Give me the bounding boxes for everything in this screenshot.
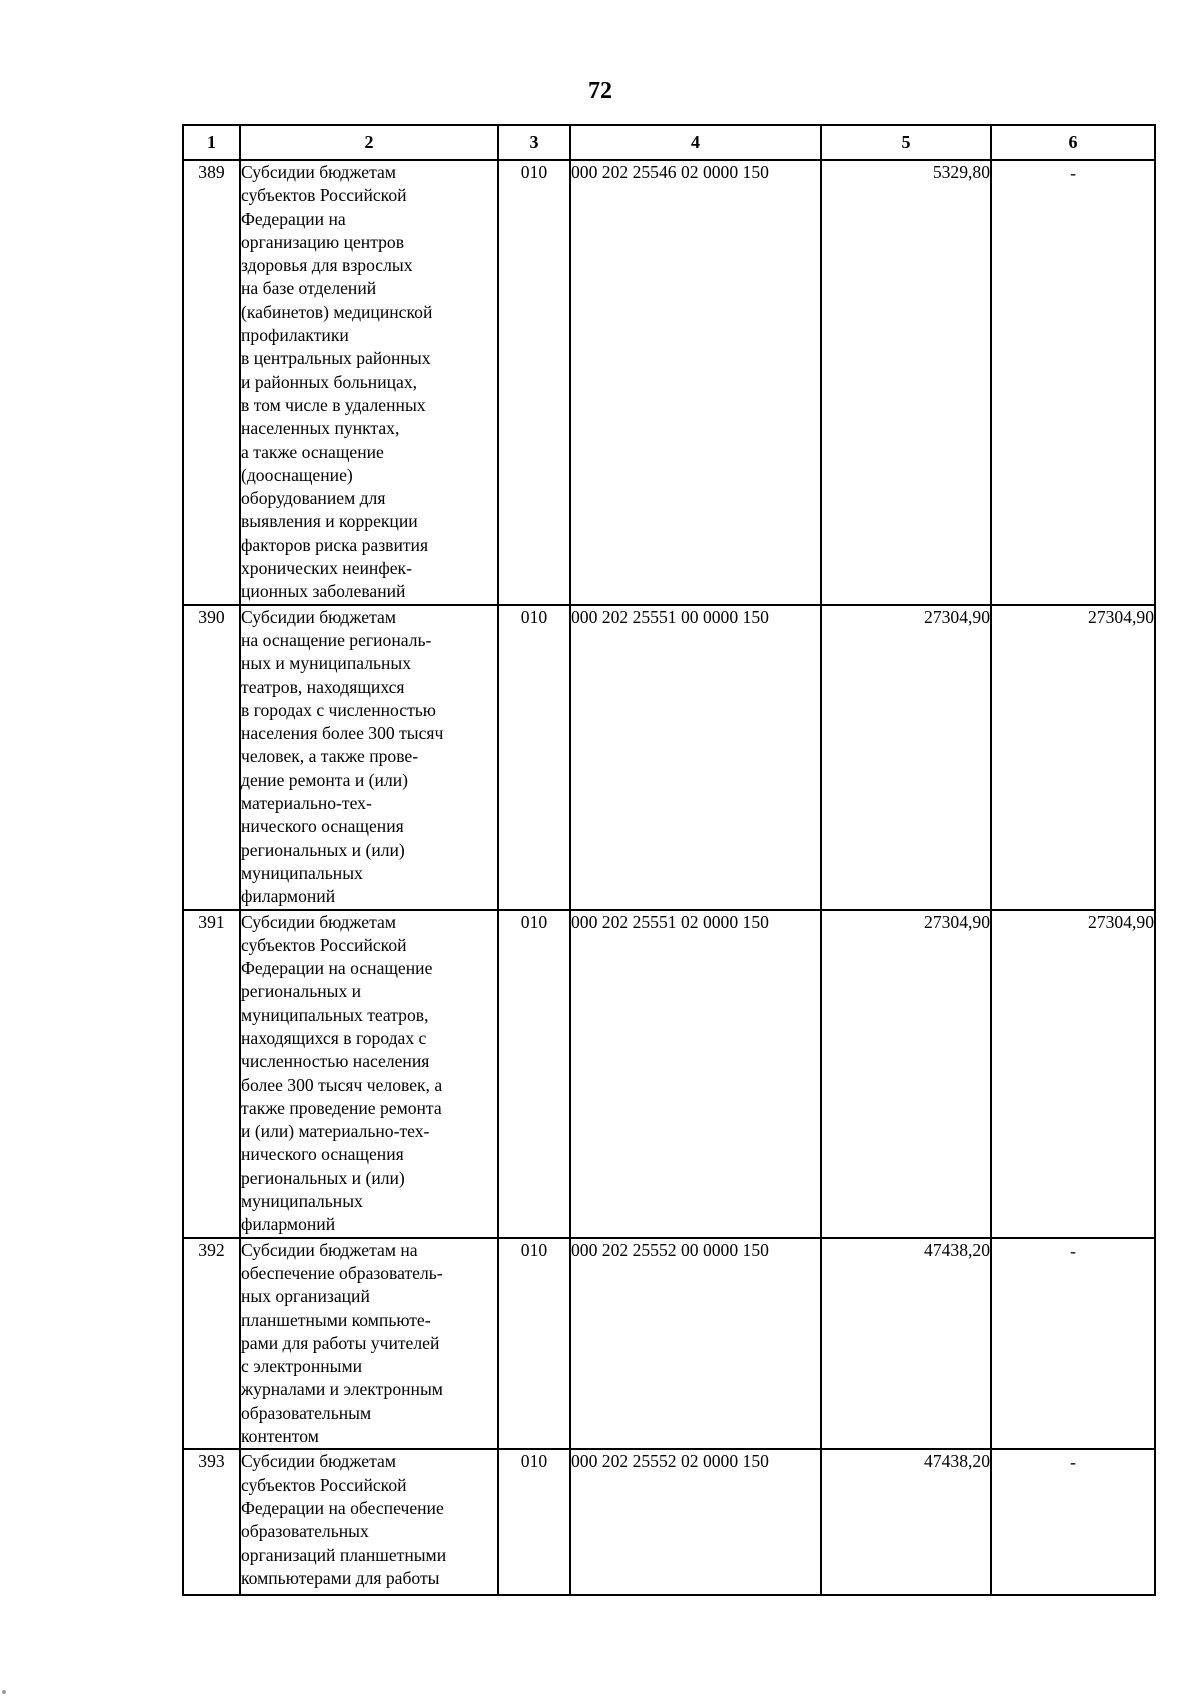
row-number: 391	[183, 910, 240, 1238]
row-name-line: в том числе в удаленных	[241, 394, 426, 415]
row-name-line: (дооснащение)	[241, 464, 353, 485]
row-budget-code: 000 202 25546 02 0000 150	[570, 160, 821, 605]
table-row	[183, 910, 1155, 1238]
row-name-line: ных и муниципальных	[241, 653, 412, 674]
row-name-line: численностью населения	[241, 1051, 430, 1072]
row-name-line: Субсидии бюджетам	[241, 606, 396, 627]
row-name-line: организацию центров	[241, 231, 405, 252]
header-col-6: 6	[991, 125, 1155, 160]
row-name-line: с электронными	[241, 1356, 363, 1377]
table-row	[183, 605, 1155, 910]
row-name-line: планшетными компьюте-	[241, 1309, 431, 1330]
row-amount-col5: 47438,20	[821, 1238, 991, 1450]
row-amount-col5: 5329,80	[821, 160, 991, 605]
row-name-line: (кабинетов) медицинской	[241, 301, 433, 322]
row-name-line: хронических неинфек-	[241, 558, 412, 579]
row-name-line: субъектов Российской	[241, 185, 407, 206]
row-name-line: и (или) материально-тех-	[241, 1121, 430, 1142]
row-name-line: дение ремонта и (или)	[241, 769, 409, 790]
row-admin-code: 010	[498, 160, 570, 605]
row-name	[240, 605, 498, 910]
table-row	[183, 1238, 1155, 1450]
row-name	[240, 160, 498, 605]
row-name-line: выявления и коррекции	[241, 511, 418, 532]
header-col-1: 1	[183, 125, 240, 160]
row-name-line: театров, находящихся	[241, 676, 405, 697]
row-name-line: Субсидии бюджетам	[241, 162, 396, 182]
row-number: 393	[183, 1449, 240, 1595]
row-number: 389	[183, 160, 240, 605]
page-number: 72	[588, 78, 612, 104]
budget-table	[182, 124, 1156, 1596]
row-name-line: Субсидии бюджетам	[241, 911, 396, 932]
row-number: 390	[183, 605, 240, 910]
row-amount-col6: -	[991, 1238, 1155, 1450]
row-name	[240, 1449, 498, 1595]
row-budget-code: 000 202 25552 00 0000 150	[570, 1238, 821, 1450]
row-name-line: региональных и (или)	[241, 1167, 405, 1188]
table-row	[183, 160, 1155, 605]
row-name-line: здоровья для взрослых	[241, 255, 413, 276]
row-name-line: ных организаций	[241, 1286, 370, 1307]
row-name-line: населения более 300 тысяч	[241, 723, 444, 744]
row-amount-col6: 27304,90	[991, 910, 1155, 1238]
row-name-line: региональных и (или)	[241, 839, 405, 860]
row-name-line: населенных пунктах,	[241, 418, 400, 439]
row-name-line: а также оснащение	[241, 441, 384, 462]
row-name-line: Федерации на	[241, 208, 346, 229]
header-col-5: 5	[821, 125, 991, 160]
row-name-line: и районных больницах,	[241, 371, 418, 392]
header-col-3: 3	[498, 125, 570, 160]
row-name-line: нического оснащения	[241, 1144, 404, 1165]
row-name-line: также проведение ремонта	[241, 1097, 442, 1118]
row-name	[240, 1238, 498, 1450]
row-name	[240, 910, 498, 1238]
row-name-line: ционных заболеваний	[241, 581, 406, 602]
scan-speck	[2, 1690, 6, 1694]
row-name-line: обеспечение образователь-	[241, 1262, 443, 1283]
row-admin-code: 010	[498, 605, 570, 910]
table-row	[183, 1449, 1155, 1595]
row-name-line: материально-тех-	[241, 793, 372, 814]
row-name-line: профилактики	[241, 325, 349, 346]
row-number: 392	[183, 1238, 240, 1450]
row-name-line: Субсидии бюджетам	[241, 1451, 396, 1472]
row-amount-col5: 47438,20	[821, 1449, 991, 1595]
row-name-line: человек, а также прове-	[241, 746, 419, 767]
row-amount-col5: 27304,90	[821, 605, 991, 910]
row-name-line: субъектов Российской	[241, 1474, 407, 1495]
row-name-line: филармоний	[241, 886, 336, 907]
row-name-line: муниципальных	[241, 1191, 363, 1212]
row-admin-code: 010	[498, 910, 570, 1238]
row-name-line: образовательным	[241, 1402, 372, 1423]
row-name-line: региональных и	[241, 981, 362, 1002]
row-name-line: организаций планшетными	[241, 1544, 447, 1565]
row-name-line: образовательных	[241, 1521, 369, 1542]
header-col-2: 2	[240, 125, 498, 160]
row-name-line: субъектов Российской	[241, 934, 407, 955]
row-name-line: Федерации на оснащение	[241, 958, 433, 979]
row-name-line: на базе отделений	[241, 278, 377, 299]
row-budget-code: 000 202 25552 02 0000 150	[570, 1449, 821, 1595]
row-name-line: филармоний	[241, 1214, 336, 1235]
row-name-line: журналами и электронным	[241, 1379, 443, 1400]
row-name-line: Федерации на обеспечение	[241, 1497, 444, 1518]
row-amount-col6: 27304,90	[991, 605, 1155, 910]
row-budget-code: 000 202 25551 00 0000 150	[570, 605, 821, 910]
row-name-line: компьютерами для работы	[241, 1567, 440, 1588]
header-row	[183, 125, 1155, 160]
row-amount-col6: -	[991, 1449, 1155, 1595]
row-amount-col5: 27304,90	[821, 910, 991, 1238]
row-name-line: оборудованием для	[241, 488, 386, 509]
row-name-line: нического оснащения	[241, 816, 404, 837]
row-name-line: в центральных районных	[241, 348, 431, 369]
row-admin-code: 010	[498, 1238, 570, 1450]
header-col-4: 4	[570, 125, 821, 160]
row-name-line: на оснащение региональ-	[241, 629, 432, 650]
row-name-line: рами для работы учителей	[241, 1332, 440, 1353]
row-amount-col6: -	[991, 160, 1155, 605]
row-name-line: контентом	[241, 1426, 319, 1447]
row-name-line: муниципальных	[241, 862, 363, 883]
row-name-line: факторов риска развития	[241, 534, 429, 555]
row-name-line: более 300 тысяч человек, а	[241, 1074, 443, 1095]
row-admin-code: 010	[498, 1449, 570, 1595]
row-name-line: муниципальных театров,	[241, 1004, 429, 1025]
row-name-line: в городах с численностью	[241, 699, 436, 720]
row-name-line: находящихся в городах с	[241, 1027, 427, 1048]
row-name-line: Субсидии бюджетам на	[241, 1239, 418, 1260]
row-budget-code: 000 202 25551 02 0000 150	[570, 910, 821, 1238]
